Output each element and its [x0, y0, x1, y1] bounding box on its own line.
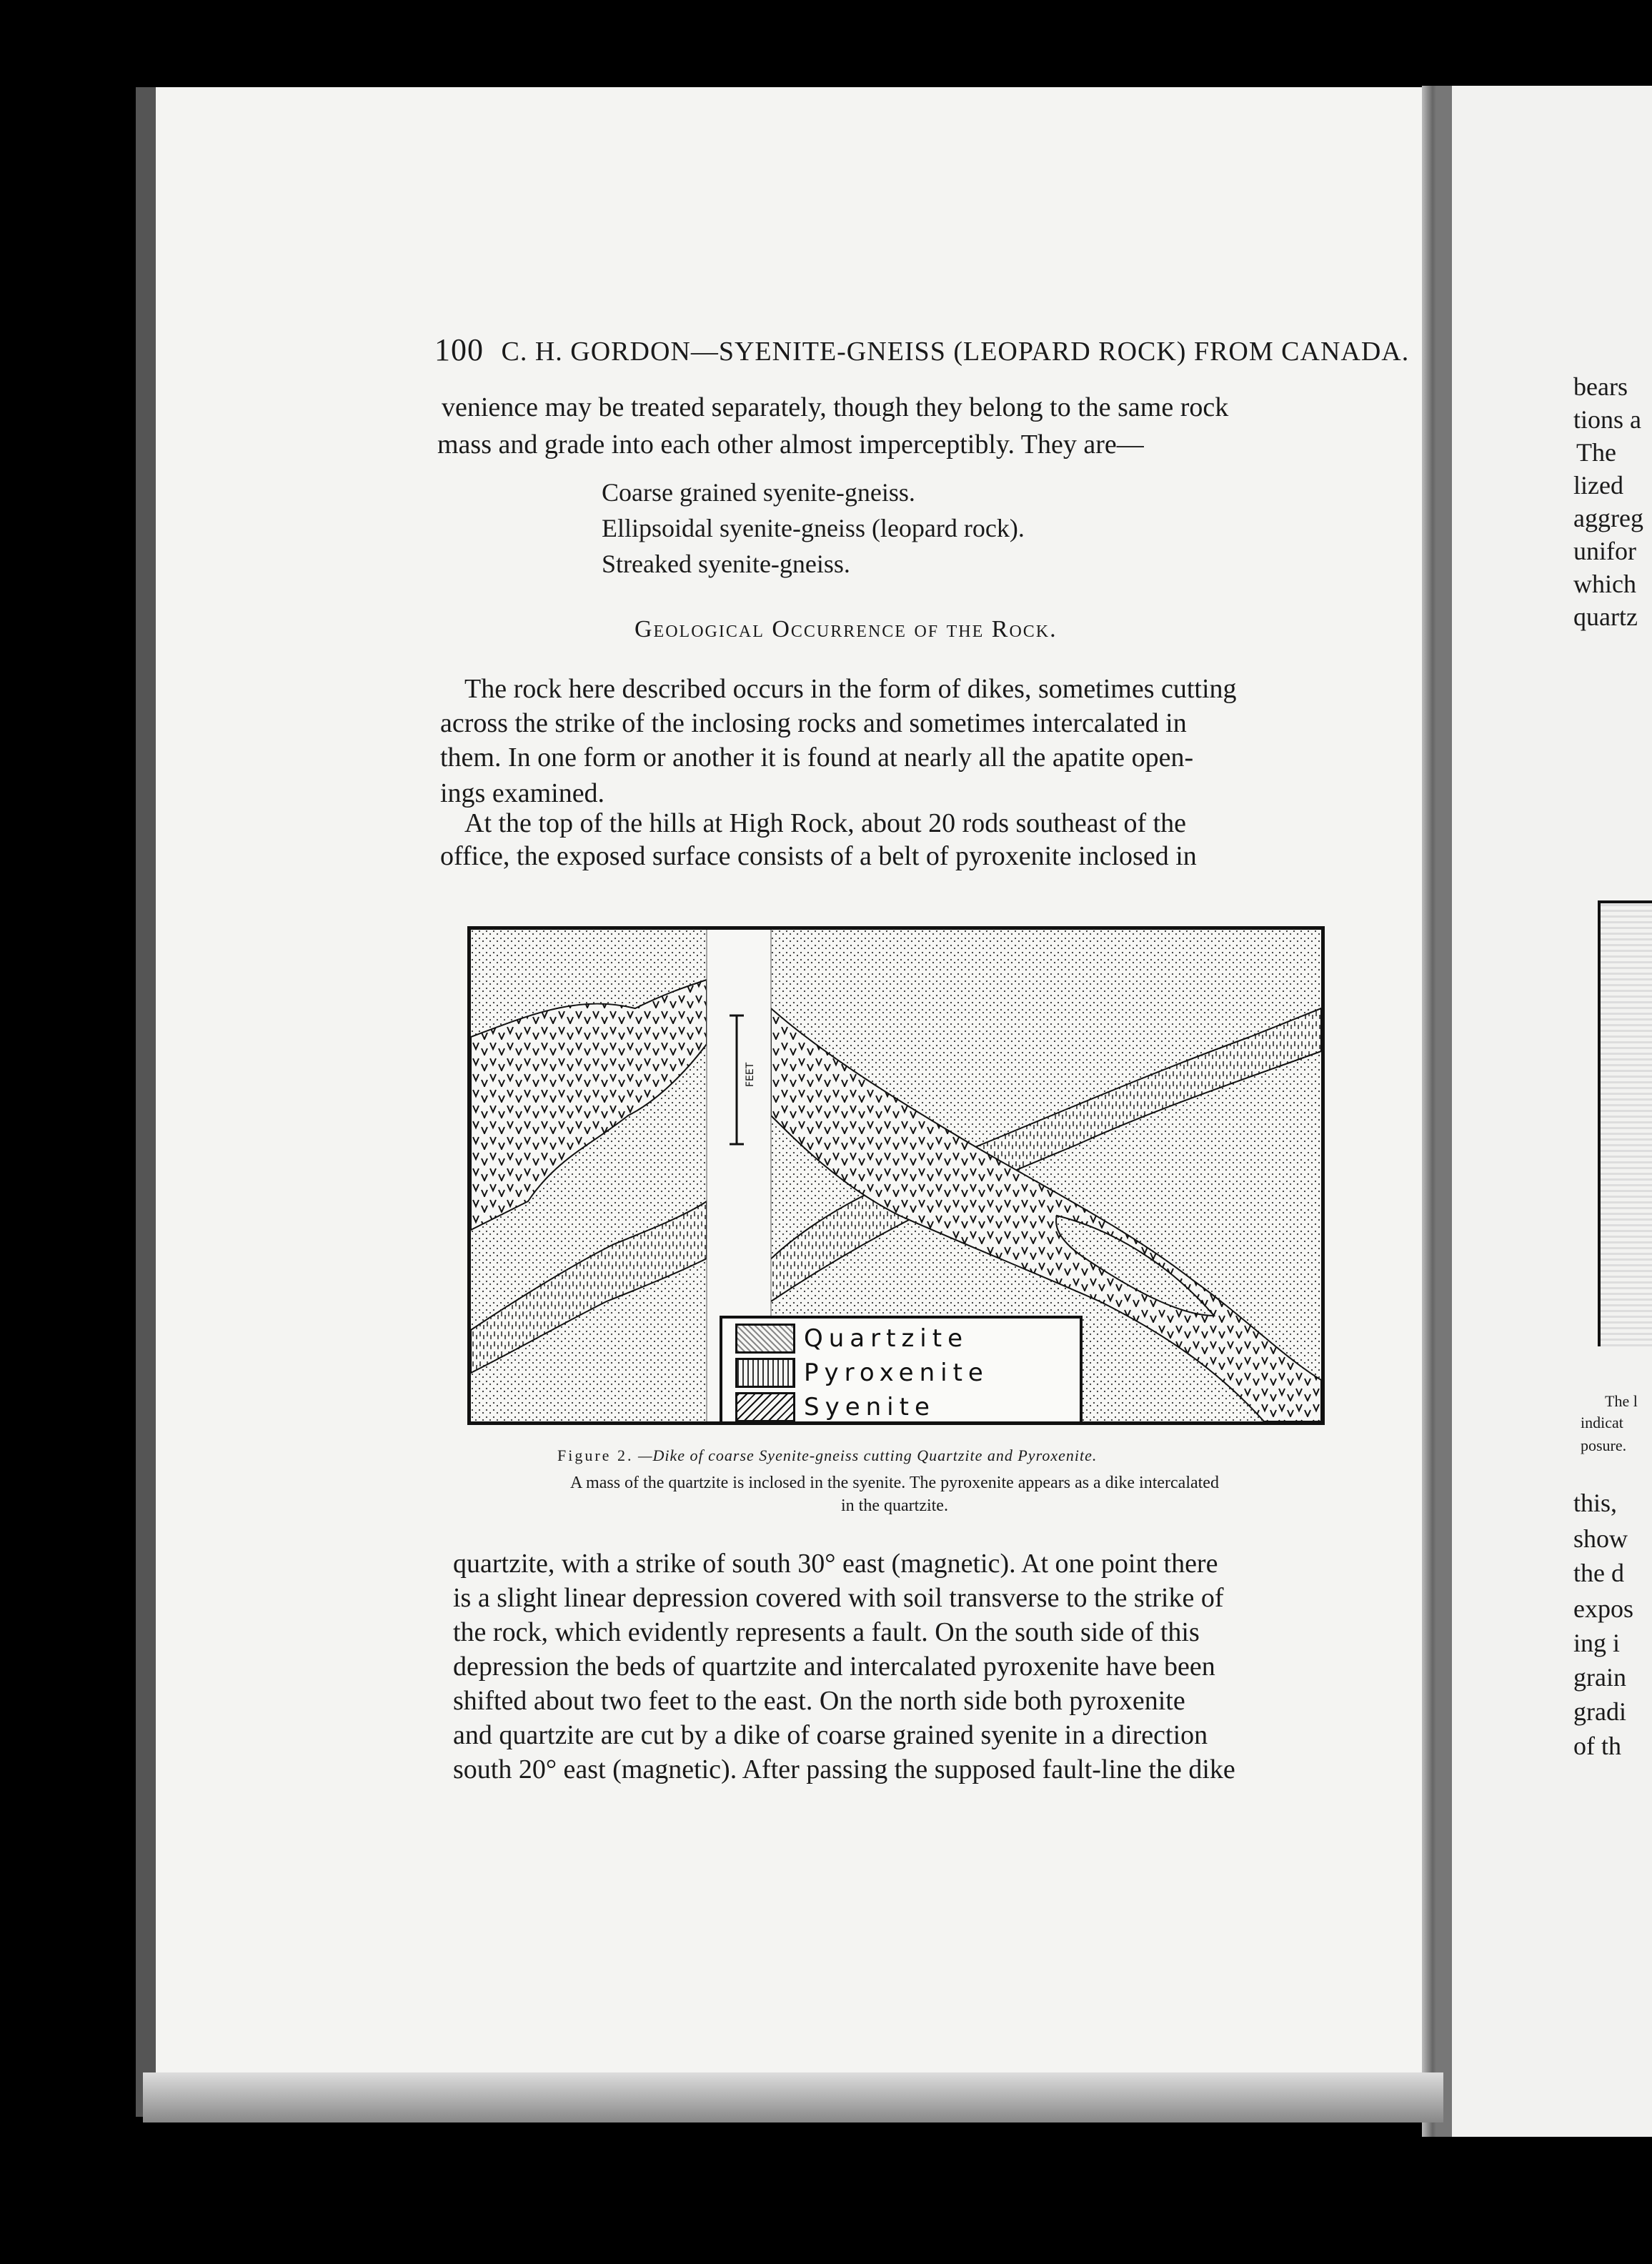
page-number: 100: [434, 332, 484, 367]
right-page-text: quartz: [1573, 602, 1638, 631]
right-page-caption: indicat: [1581, 1414, 1623, 1431]
body-line: is a slight linear depression covered with soil transverse to the strike of: [453, 1583, 1224, 1613]
right-page-text: of th: [1573, 1732, 1621, 1760]
body-line: ings examined.: [440, 778, 605, 808]
right-page-text: ing i: [1573, 1629, 1621, 1657]
body-line: them. In one form or another it is found at nearly all the apatite open-: [440, 743, 1194, 773]
body-line: south 20° east (magnetic). After passing the supposed fault-line the dike: [453, 1754, 1235, 1784]
body-line: At the top of the hills at High Rock, about 20 rods southeast of the: [464, 808, 1187, 838]
body-line: across the strike of the inclosing rocks and sometimes intercalated in: [440, 708, 1187, 738]
rock-list-item: Coarse grained syenite-gneiss.: [602, 478, 915, 507]
rock-list-item: Ellipsoidal syenite-gneiss (leopard rock).: [602, 514, 1025, 542]
quartzite-swatch: [735, 1324, 795, 1354]
right-page-text: lized: [1573, 471, 1623, 500]
figure-caption-title: [557, 1446, 1097, 1465]
page-edge-shadow: [143, 2072, 1443, 2122]
right-page-figure: [1598, 900, 1652, 1346]
figure-title: —Dike of coarse Syenite-gneiss cutting Quartzite and Pyroxenite.: [637, 1446, 1098, 1464]
body-line: mass and grade into each other almost imperceptibly. They are—: [437, 430, 1144, 460]
legend-label: Syenite: [804, 1393, 935, 1421]
figure-caption-body: in the quartzite.: [841, 1496, 948, 1515]
rock-list-item: Streaked syenite-gneiss.: [602, 550, 850, 578]
right-page-text: the d: [1573, 1559, 1624, 1587]
right-page-text: The: [1576, 438, 1616, 467]
right-page-caption: posure.: [1581, 1436, 1627, 1454]
legend-label: Pyroxenite: [804, 1359, 989, 1387]
right-page-text: unifor: [1573, 537, 1636, 565]
right-page-text: tions a: [1573, 405, 1641, 434]
right-page-text: expos: [1573, 1594, 1633, 1623]
figure-legend: [720, 1316, 1083, 1424]
running-header: [434, 332, 1409, 368]
syenite-swatch: [735, 1392, 795, 1422]
right-page-text: grain: [1573, 1663, 1626, 1692]
right-page-text: which: [1573, 570, 1636, 598]
right-page-text: show: [1573, 1524, 1628, 1553]
geologic-figure: [467, 926, 1325, 1425]
body-line: the rock, which evidently represents a fault. On the south side of this: [453, 1617, 1200, 1647]
section-heading: Geological Occurrence of the Rock.: [635, 616, 1058, 642]
right-page-text: aggreg: [1573, 504, 1643, 532]
legend-item-quartzite: [735, 1324, 968, 1353]
body-line: and quartzite are cut by a dike of coarse grained syenite in a direction: [453, 1720, 1208, 1750]
body-line: quartzite, with a strike of south 30° east (magnetic). At one point there: [453, 1549, 1218, 1579]
body-line: depression the beds of quartzite and intercalated pyroxenite have been: [453, 1652, 1215, 1682]
body-line: venience may be treated separately, though they belong to the same rock: [442, 392, 1229, 422]
body-line: The rock here described occurs in the form of dikes, sometimes cutting: [464, 674, 1237, 704]
scale-label: FEET: [745, 1062, 756, 1087]
right-page-text: bears: [1573, 372, 1628, 401]
legend-label: Quartzite: [804, 1324, 968, 1353]
legend-item-pyroxenite: [735, 1359, 989, 1387]
pyroxenite-swatch: [735, 1358, 795, 1388]
running-title: C. H. GORDON—SYENITE-GNEISS (LEOPARD ROCK) FROM CANADA.: [501, 337, 1410, 367]
figure-number: Figure 2.: [557, 1446, 634, 1464]
right-page-caption: The l: [1605, 1392, 1638, 1410]
legend-item-syenite: [735, 1393, 935, 1421]
right-page-text: this,: [1573, 1489, 1618, 1517]
right-page-text: gradi: [1573, 1697, 1626, 1726]
figure-caption-body: A mass of the quartzite is inclosed in the syenite. The pyroxenite appears as a dike intercalated: [570, 1474, 1219, 1492]
body-line: shifted about two feet to the east. On the north side both pyroxenite: [453, 1686, 1185, 1716]
body-line: office, the exposed surface consists of a belt of pyroxenite inclosed in: [440, 841, 1197, 871]
